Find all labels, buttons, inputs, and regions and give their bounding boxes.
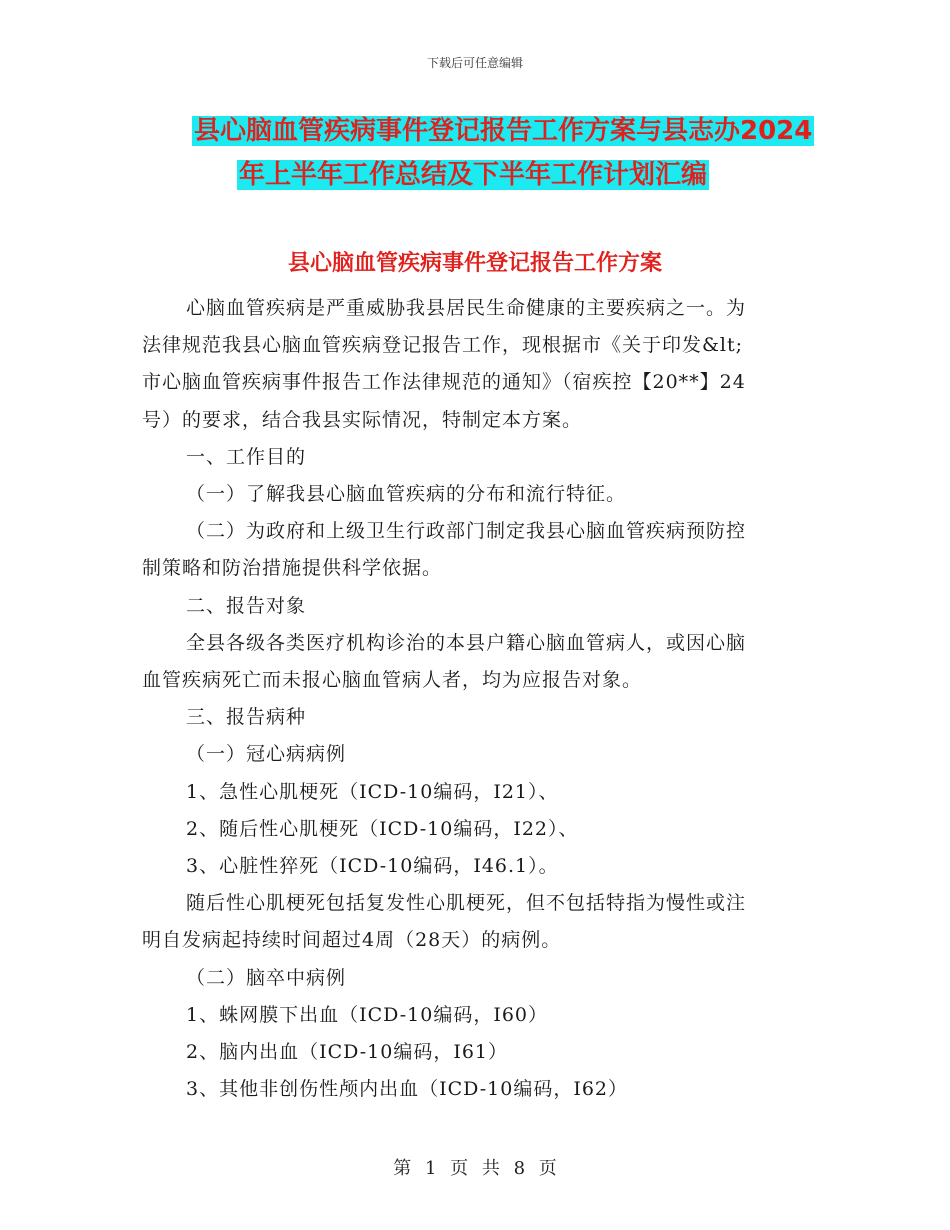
page-number-footer: 第 1 页 共 8 页 xyxy=(393,1158,557,1179)
paragraph-line: 心脑血管疾病是严重威胁我县居民生命健康的主要疾病之一。为 xyxy=(186,297,747,319)
heading-report-diseases: 三、报告病种 xyxy=(186,706,307,729)
paragraph-line: 明自发病起持续时间超过4周（28天）的病例。 xyxy=(142,929,562,952)
list-item: 1、蛛网膜下出血（ICD-10编码，I60） xyxy=(186,1003,548,1026)
heading-report-target: 二、报告对象 xyxy=(186,594,307,617)
list-item: 3、其他非创伤性颅内出血（ICD-10编码，I62） xyxy=(186,1078,628,1101)
heading-work-purpose: 一、工作目的 xyxy=(186,445,307,468)
document-body xyxy=(142,290,802,1108)
list-item: （二）为政府和上级卫生行政部门制定我县心脑血管疾病预防控 xyxy=(186,520,747,543)
paragraph-line: 号）的要求，结合我县实际情况，特制定本方案。 xyxy=(142,408,583,431)
page-header-note: 下载后可任意编辑 xyxy=(426,56,523,70)
document-title-line-2: 年上半年工作总结及下半年工作计划汇编 xyxy=(239,160,708,190)
list-item: （一）冠心病病例 xyxy=(186,743,347,766)
list-item: 1、急性心肌梗死（ICD-10编码，I21）、 xyxy=(186,780,559,803)
list-item: 2、随后性心肌梗死（ICD-10编码，I22）、 xyxy=(186,817,579,840)
document-title-line-1: 县心脑血管疾病事件登记报告工作方案与县志办2024 xyxy=(194,116,813,146)
section-title: 县心脑血管疾病事件登记报告工作方案 xyxy=(287,251,662,276)
paragraph-line: 血管疾病死亡而未报心脑血管病人者，均为应报告对象。 xyxy=(142,669,643,692)
paragraph-line: 全县各级各类医疗机构诊治的本县户籍心脑血管病人，或因心脑 xyxy=(186,631,747,654)
paragraph-line: 随后性心肌梗死包括复发性心肌梗死，但不包括特指为慢性或注 xyxy=(186,892,747,915)
paragraph-line: 法律规范我县心脑血管疾病登记报告工作，现根据市《关于印发&lt; xyxy=(142,334,744,357)
list-item: （一）了解我县心脑血管疾病的分布和流行特征。 xyxy=(186,483,627,506)
list-item: 3、心脏性猝死（ICD-10编码，I46.1）。 xyxy=(186,855,559,878)
list-item: （二）脑卒中病例 xyxy=(186,966,347,989)
list-item: 2、脑内出血（ICD-10编码，I61） xyxy=(186,1041,508,1064)
paragraph-line: 市心脑血管疾病事件报告工作法律规范的通知》（宿疾控【20**】24 xyxy=(142,371,746,394)
paragraph-line: 制策略和防治措施提供科学依据。 xyxy=(142,557,443,580)
